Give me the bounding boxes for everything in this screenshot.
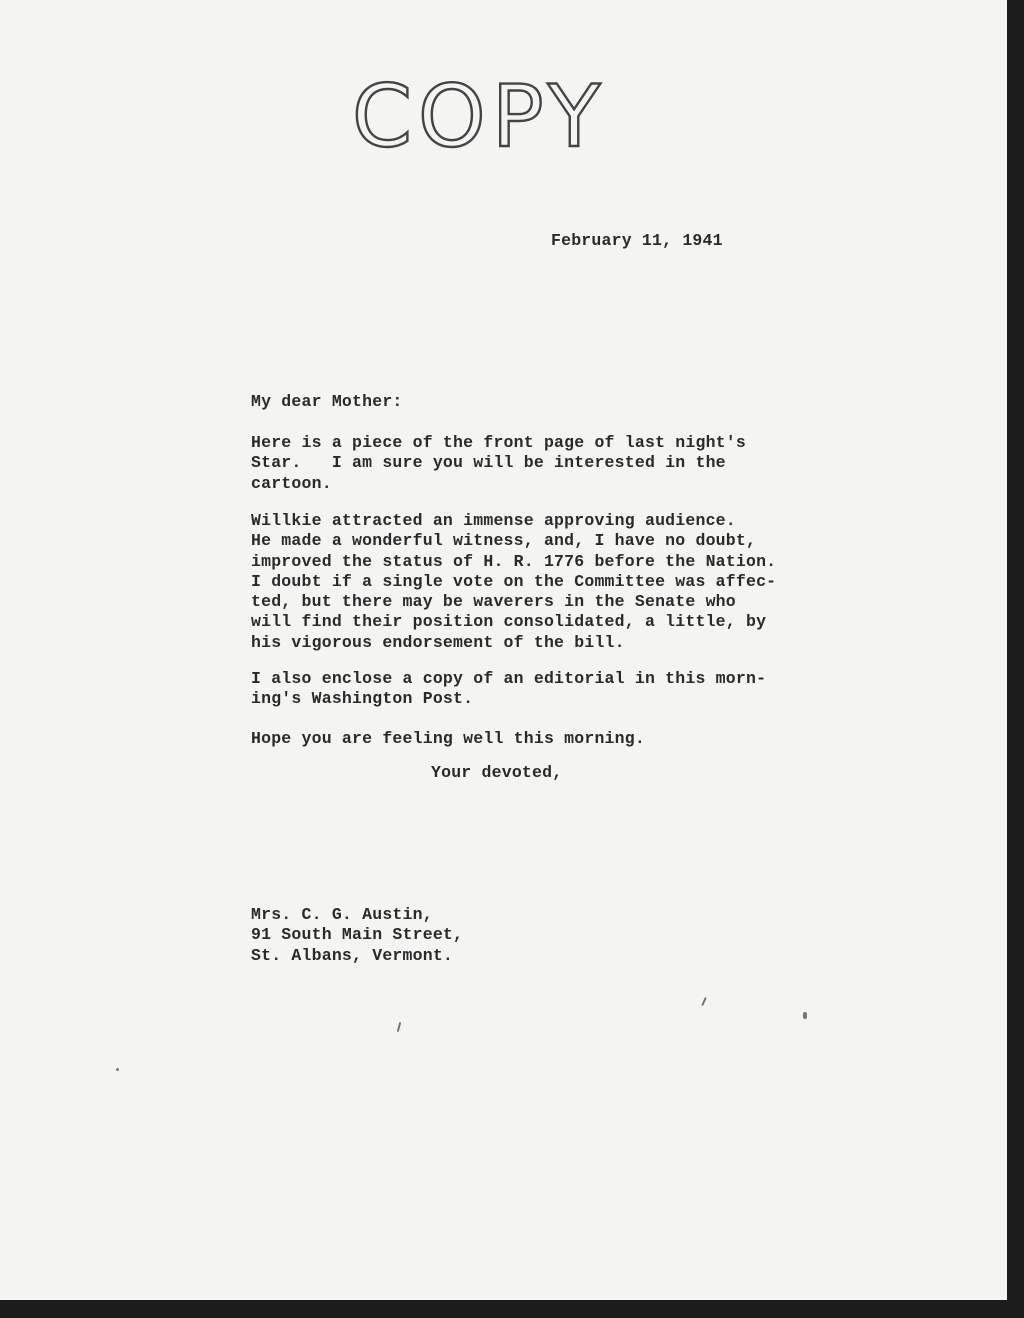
recipient-address: Mrs. C. G. Austin, 91 South Main Street, St. Albans, Vermont.: [251, 905, 464, 965]
copy-stamp-text: COPY: [352, 72, 607, 152]
body-paragraph: Willkie attracted an immense approving audience. He made a wonderful witness, and, I have no doubt, improved the status of H. R. 1776 before the Nation. I doubt if a single vote on the Committee was affec- ted, but there may be waverers in the Senate who will find their position consolidated, a little, by his vigorous endorsement of the bill.: [251, 511, 777, 652]
paper-speck: [397, 1022, 402, 1032]
copy-stamp: [352, 72, 632, 152]
scan-edge: [1007, 0, 1024, 1318]
paper-speck: [116, 1068, 119, 1071]
paper-speck: [803, 1012, 807, 1019]
body-paragraph: I also enclose a copy of an editorial in this morn- ing's Washington Post.: [251, 669, 767, 709]
letter-date: February 11, 1941: [551, 231, 723, 250]
salutation: My dear Mother:: [251, 392, 403, 411]
closing: Your devoted,: [431, 763, 563, 782]
body-paragraph: Hope you are feeling well this morning.: [251, 729, 645, 748]
paper-speck: [701, 997, 707, 1006]
body-paragraph: Here is a piece of the front page of last night's Star. I am sure you will be interested in the cartoon.: [251, 433, 746, 493]
